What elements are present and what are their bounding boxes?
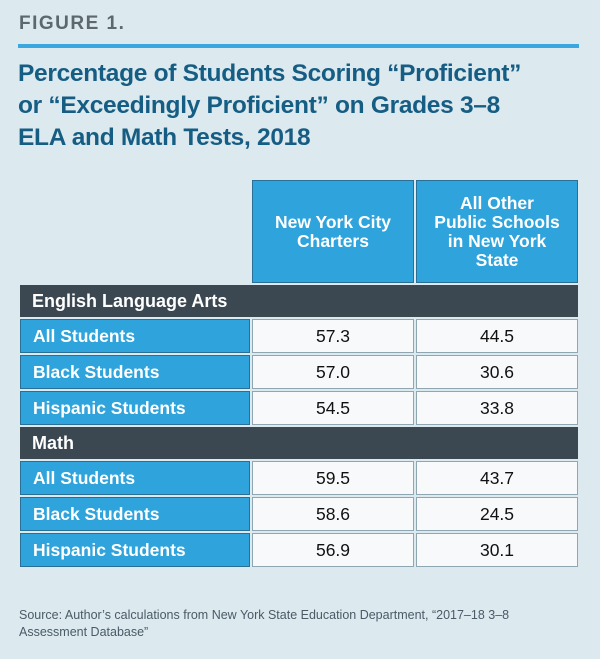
table-row <box>20 461 578 495</box>
table-row <box>20 319 578 353</box>
table-cell: 58.6 <box>252 497 414 531</box>
source-note: Source: Author’s calculations from New York State Education Department, “2017–18 3–8 Assessment Database” <box>19 608 510 639</box>
column-header-line: All Other <box>460 192 534 213</box>
table-cell: 57.0 <box>252 355 414 389</box>
section-header-ela: English Language Arts <box>20 285 578 317</box>
table-row <box>20 391 578 425</box>
column-header-line: in New York <box>447 230 547 251</box>
table-row <box>20 355 578 389</box>
table-cell: 56.9 <box>252 533 414 567</box>
row-label: Black Students <box>20 355 250 389</box>
data-table <box>20 180 578 567</box>
table-row <box>20 497 578 531</box>
column-header-line: State <box>475 249 519 270</box>
table-cell: 24.5 <box>416 497 578 531</box>
column-header-line: Public Schools <box>434 211 560 232</box>
table-cell: 30.6 <box>416 355 578 389</box>
table-cell: 30.1 <box>416 533 578 567</box>
table-header-row <box>20 180 578 283</box>
figure-label: FIGURE 1. <box>19 13 126 34</box>
column-header-line: Charters <box>297 230 369 251</box>
table-cell: 33.8 <box>416 391 578 425</box>
table-cell: 54.5 <box>252 391 414 425</box>
row-label: All Students <box>20 319 250 353</box>
row-label: Hispanic Students <box>20 391 250 425</box>
figure-title <box>18 58 583 154</box>
table-cell: 43.7 <box>416 461 578 495</box>
column-header-nyc-charters <box>252 180 414 283</box>
row-label: Hispanic Students <box>20 533 250 567</box>
row-label: All Students <box>20 461 250 495</box>
title-rule <box>18 44 579 48</box>
table-cell: 44.5 <box>416 319 578 353</box>
table-row <box>20 533 578 567</box>
column-header-other-public-schools <box>416 180 578 283</box>
title-line-3: ELA and Math Tests, 2018 <box>18 124 311 151</box>
title-line-2: or “Exceedingly Proficient” on Grades 3–8 <box>18 92 500 119</box>
title-line-1: Percentage of Students Scoring “Proficient” <box>18 60 522 87</box>
table-cell: 57.3 <box>252 319 414 353</box>
column-header-line: New York City <box>274 211 392 232</box>
table-cell: 59.5 <box>252 461 414 495</box>
row-label: Black Students <box>20 497 250 531</box>
header-blank-cell <box>20 180 250 283</box>
section-header-math: Math <box>20 427 578 459</box>
